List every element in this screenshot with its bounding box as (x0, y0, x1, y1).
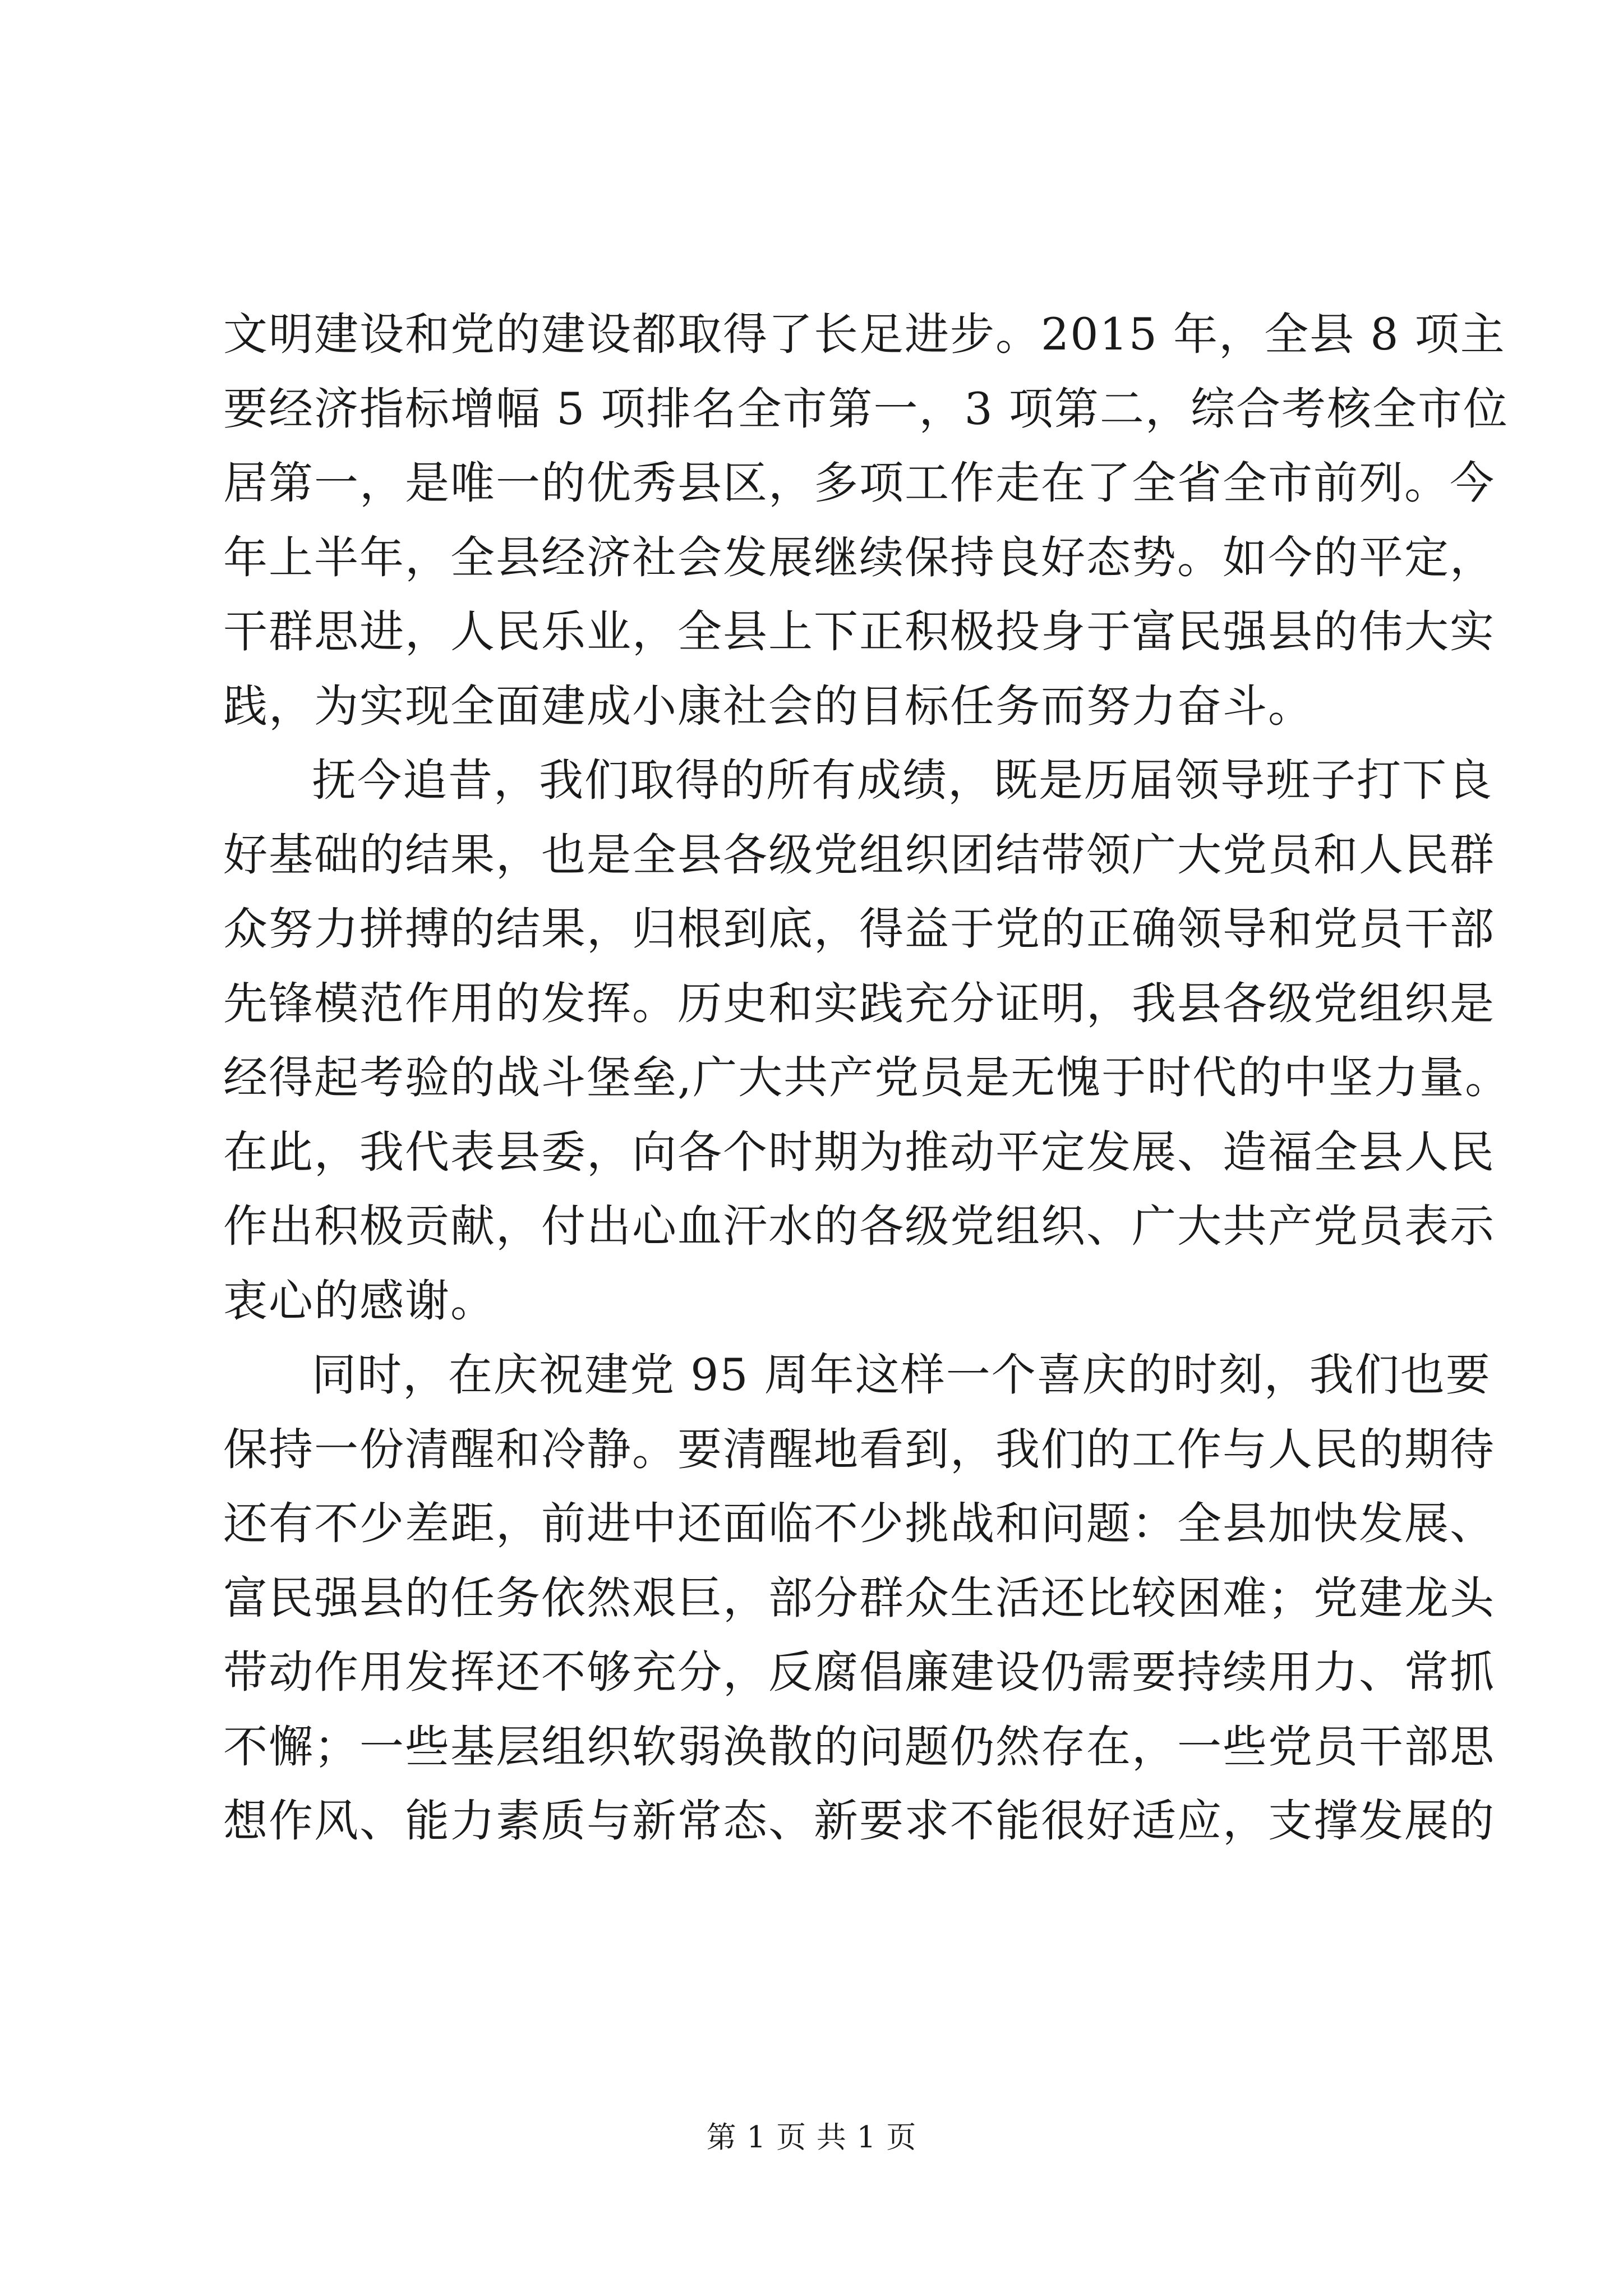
paragraph-1-line-6: 践，为实现全面建成小康社会的目标任务而努力奋斗。 (223, 680, 1313, 732)
paragraph-2-line-7: 作出积极贡献，付出心血汗水的各级党组织、广大共产党员表示 (223, 1200, 1495, 1252)
paragraph-2-line-3: 众努力拼搏的结果，归根到底，得益于党的正确领导和党员干部 (223, 903, 1495, 955)
paragraph-3-line-4: 富民强县的任务依然艰巨，部分群众生活还比较困难；党建龙头 (223, 1572, 1495, 1624)
paragraph-3-line-3: 还有不少差距，前进中还面临不少挑战和问题：全县加快发展、 (223, 1498, 1495, 1549)
paragraph-1-line-3: 居第一，是唯一的优秀县区，多项工作走在了全省全市前列。今 (223, 457, 1495, 509)
paragraph-3-line-1: 同时，在庆祝建党 95 周年这样一个喜庆的时刻，我们也要 (312, 1349, 1491, 1401)
paragraph-1-line-4: 年上半年，全县经济社会发展继续保持良好态势。如今的平定， (223, 531, 1495, 583)
paragraph-2-line-8: 衷心的感谢。 (223, 1274, 496, 1327)
paragraph-1-line-2: 要经济指标增幅 5 项排名全市第一，3 项第二，综合考核全市位 (223, 383, 1509, 435)
paragraph-2-line-4: 先锋模范作用的发挥。历史和实践充分证明，我县各级党组织是 (223, 977, 1495, 1029)
paragraph-3-line-7: 想作风、能力素质与新常态、新要求不能很好适应，支撑发展的 (223, 1795, 1495, 1847)
paragraph-2-line-2: 好基础的结果，也是全县各级党组织团结带领广大党员和人民群 (223, 829, 1495, 881)
paragraph-3-line-5: 带动作用发挥还不够充分，反腐倡廉建设仍需要持续用力、常抓 (223, 1646, 1495, 1698)
paragraph-3-line-2: 保持一份清醒和冷静。要清醒地看到，我们的工作与人民的期待 (223, 1423, 1495, 1475)
paragraph-1-line-5: 干群思进，人民乐业，全县上下正积极投身于富民强县的伟大实 (223, 606, 1495, 657)
document-body (223, 297, 1511, 1858)
paragraph-2-line-6: 在此，我代表县委，向各个时期为推动平定发展、造福全县人民 (223, 1126, 1495, 1178)
paragraph-2-line-5: 经得起考验的战斗堡垒,广大共产党员是无愧于时代的中坚力量。 (223, 1052, 1511, 1103)
page-footer: 第 1 页 共 1 页 (706, 2120, 917, 2155)
paragraph-2-line-1: 抚今追昔，我们取得的所有成绩，既是历届领导班子打下良 (312, 754, 1493, 806)
paragraph-3-line-6: 不懈；一些基层组织软弱涣散的问题仍然存在，一些党员干部思 (223, 1720, 1495, 1773)
paragraph-1-line-1: 文明建设和党的建设都取得了长足进步。2015 年，全县 8 项主 (223, 309, 1506, 360)
